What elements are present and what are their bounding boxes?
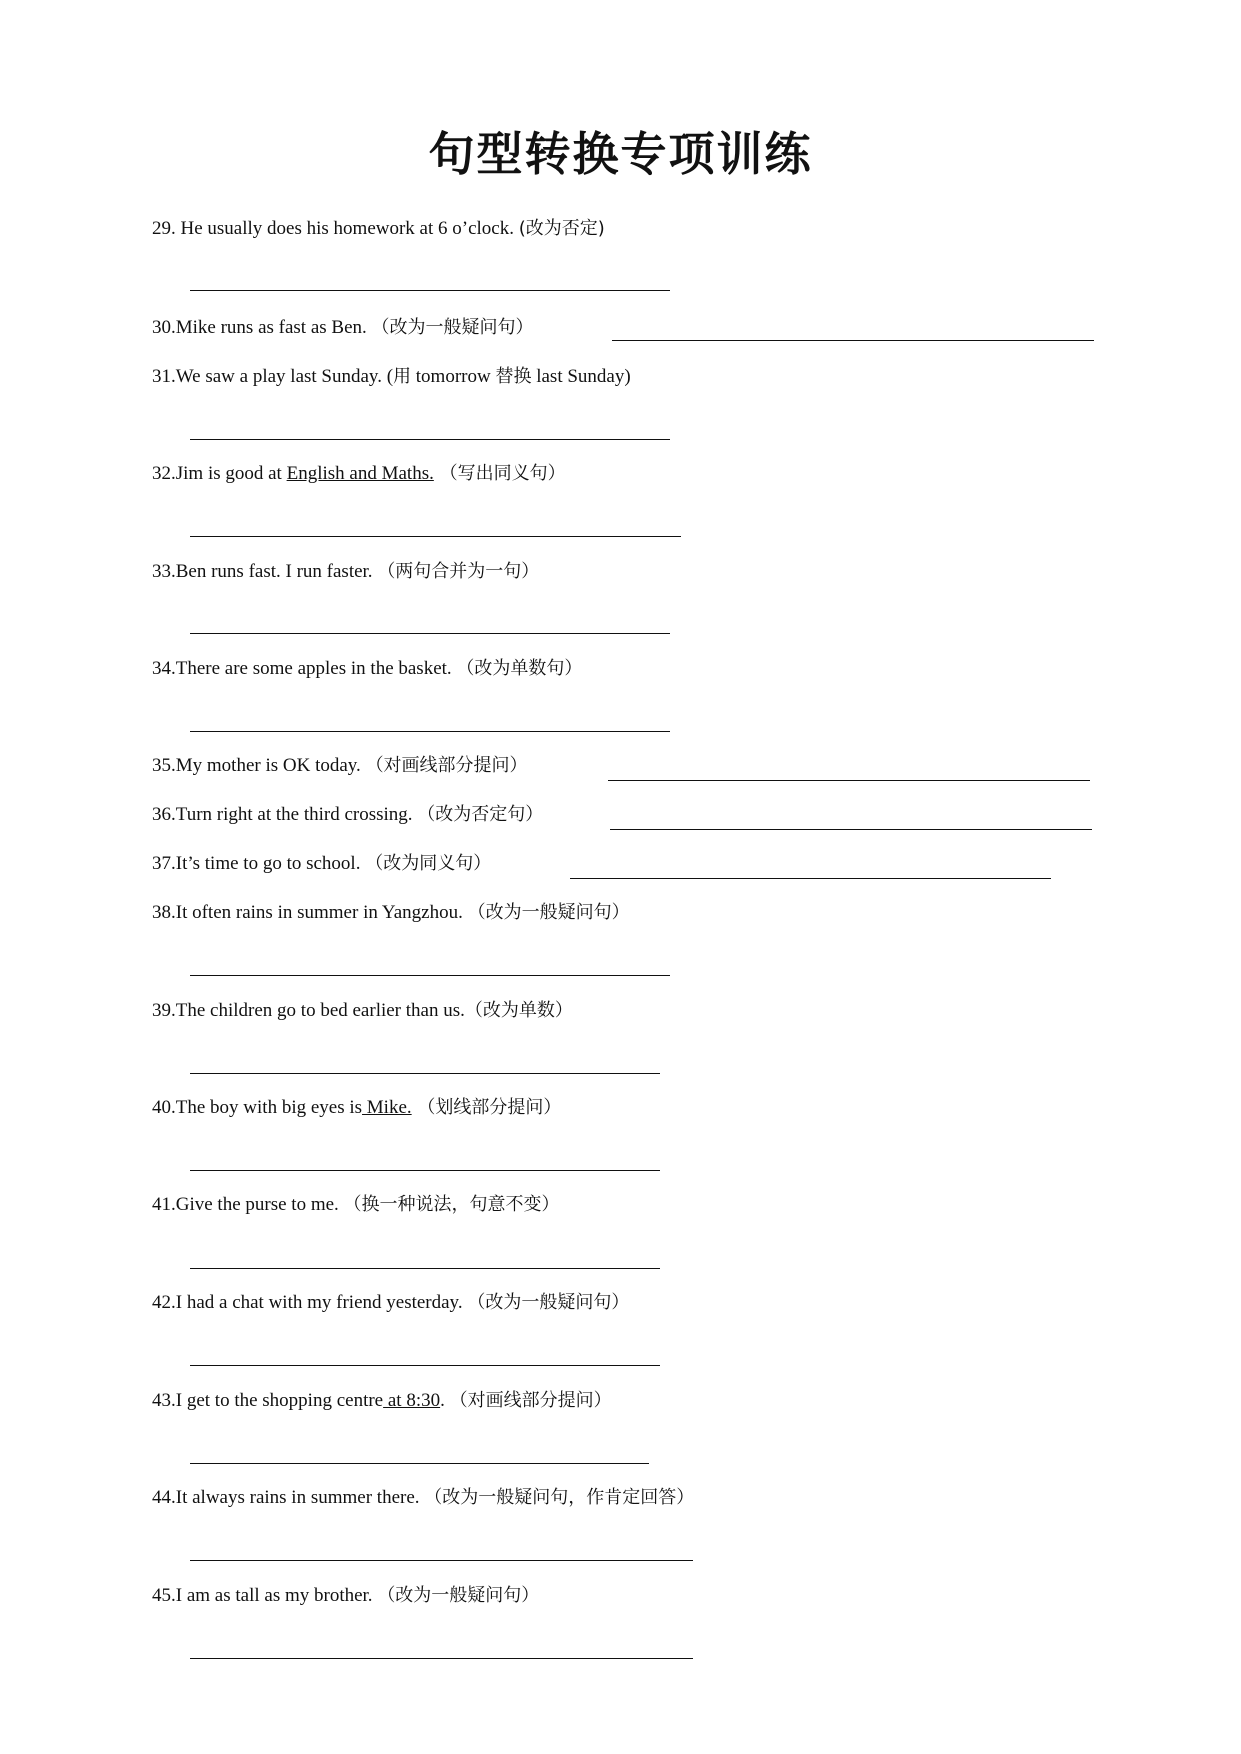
question-number: 38. <box>152 902 176 923</box>
answer-line-41[interactable] <box>190 1268 660 1269</box>
question-instruction: （划线部分提问） <box>411 1097 562 1118</box>
question-text: My mother is OK today. <box>175 755 366 776</box>
question-instruction-part: 替换 <box>495 366 532 387</box>
question-41 <box>152 1192 560 1218</box>
answer-line-31[interactable] <box>190 439 670 440</box>
question-instruction: （对画线部分提问） <box>365 755 528 776</box>
question-number: 34. <box>152 658 176 679</box>
question-number: 42. <box>152 1292 176 1313</box>
question-45 <box>152 1583 539 1609</box>
question-text: Jim is good at <box>175 463 287 484</box>
question-number: 29. <box>152 218 176 239</box>
question-text: Turn right at the third crossing. <box>175 804 418 825</box>
question-instruction: （改为一般疑问句） <box>377 1585 540 1606</box>
answer-line-39[interactable] <box>190 1073 660 1074</box>
question-29 <box>152 216 605 242</box>
question-42 <box>152 1290 629 1316</box>
question-instruction: (改为否定) <box>518 218 605 239</box>
answer-line-44[interactable] <box>190 1560 693 1561</box>
question-number: 32. <box>152 463 176 484</box>
question-39 <box>152 998 573 1024</box>
answer-line-45[interactable] <box>190 1658 693 1659</box>
question-number: 33. <box>152 561 176 582</box>
question-number: 41. <box>152 1194 176 1215</box>
question-instruction: （改为单数句） <box>456 658 583 679</box>
answer-line-30[interactable] <box>612 340 1094 341</box>
page-title: 句型转换专项训练 <box>428 127 813 181</box>
question-instruction: （两句合并为一句） <box>377 561 540 582</box>
question-instruction: （换一种说法，句意不变） <box>343 1194 560 1215</box>
question-text: Mike runs as fast as Ben. <box>175 317 372 338</box>
answer-line-32[interactable] <box>190 536 681 537</box>
question-instruction: （改为一般疑问句） <box>467 1292 630 1313</box>
answer-line-43[interactable] <box>190 1463 649 1464</box>
question-31 <box>152 364 631 390</box>
answer-line-35[interactable] <box>608 780 1090 781</box>
question-44 <box>152 1485 694 1511</box>
question-text: We saw a play last Sunday. ( <box>175 366 394 387</box>
question-number: 36. <box>152 804 176 825</box>
question-instruction: （写出同义句） <box>433 463 566 484</box>
question-text: It’s time to go to school. <box>175 853 366 874</box>
question-32 <box>152 461 566 487</box>
question-text: I had a chat with my friend yesterday. <box>175 1292 468 1313</box>
question-number: 37. <box>152 853 176 874</box>
question-text: The boy with big eyes is <box>175 1097 363 1118</box>
question-text: Give the purse to me. <box>175 1194 344 1215</box>
question-33 <box>152 559 539 585</box>
question-number: 30. <box>152 317 176 338</box>
answer-line-38[interactable] <box>190 975 670 976</box>
question-instruction: （改为一般疑问句） <box>371 317 534 338</box>
question-30 <box>152 315 534 341</box>
question-43 <box>152 1388 612 1414</box>
question-text: I am as tall as my brother. <box>175 1585 378 1606</box>
question-text: He usually does his homework at 6 o’clock. <box>175 218 519 239</box>
underlined-phrase: Mike. <box>362 1097 412 1118</box>
question-number: 39. <box>152 1000 176 1021</box>
question-text-part: . <box>440 1390 450 1411</box>
question-text: The children go to bed earlier than us. <box>175 1000 465 1021</box>
question-number: 43. <box>152 1390 176 1411</box>
question-instruction: （改为一般疑问句） <box>467 902 630 923</box>
question-34 <box>152 656 582 682</box>
question-instruction: （改为否定句） <box>417 804 544 825</box>
answer-line-29[interactable] <box>190 290 670 291</box>
answer-line-42[interactable] <box>190 1365 660 1366</box>
question-text: It always rains in summer there. <box>175 1487 425 1508</box>
question-text-part: tomorrow <box>411 366 496 387</box>
question-text: There are some apples in the basket. <box>175 658 457 679</box>
question-instruction: （对画线部分提问） <box>449 1390 612 1411</box>
question-text: Ben runs fast. I run faster. <box>175 561 378 582</box>
question-instruction: （改为一般疑问句，作肯定回答） <box>424 1487 695 1508</box>
answer-line-34[interactable] <box>190 731 670 732</box>
answer-line-36[interactable] <box>610 829 1092 830</box>
question-38 <box>152 900 630 926</box>
question-text: It often rains in summer in Yangzhou. <box>175 902 468 923</box>
question-text-part: last Sunday) <box>531 366 631 387</box>
underlined-phrase: English and Maths. <box>286 463 434 484</box>
question-instruction: （改为同义句） <box>365 853 492 874</box>
answer-line-33[interactable] <box>190 633 670 634</box>
question-number: 45. <box>152 1585 176 1606</box>
question-40 <box>152 1095 561 1121</box>
question-text: I get to the shopping centre <box>175 1390 384 1411</box>
question-instruction: （改为单数） <box>464 1000 573 1021</box>
question-number: 40. <box>152 1097 176 1118</box>
question-36 <box>152 802 543 828</box>
question-number: 35. <box>152 755 176 776</box>
answer-line-37[interactable] <box>570 878 1051 879</box>
answer-line-40[interactable] <box>190 1170 660 1171</box>
question-35 <box>152 753 528 779</box>
question-number: 31. <box>152 366 176 387</box>
question-number: 44. <box>152 1487 176 1508</box>
question-37 <box>152 851 491 877</box>
underlined-phrase: at 8:30 <box>383 1390 441 1411</box>
question-instruction: 用 <box>393 366 412 387</box>
